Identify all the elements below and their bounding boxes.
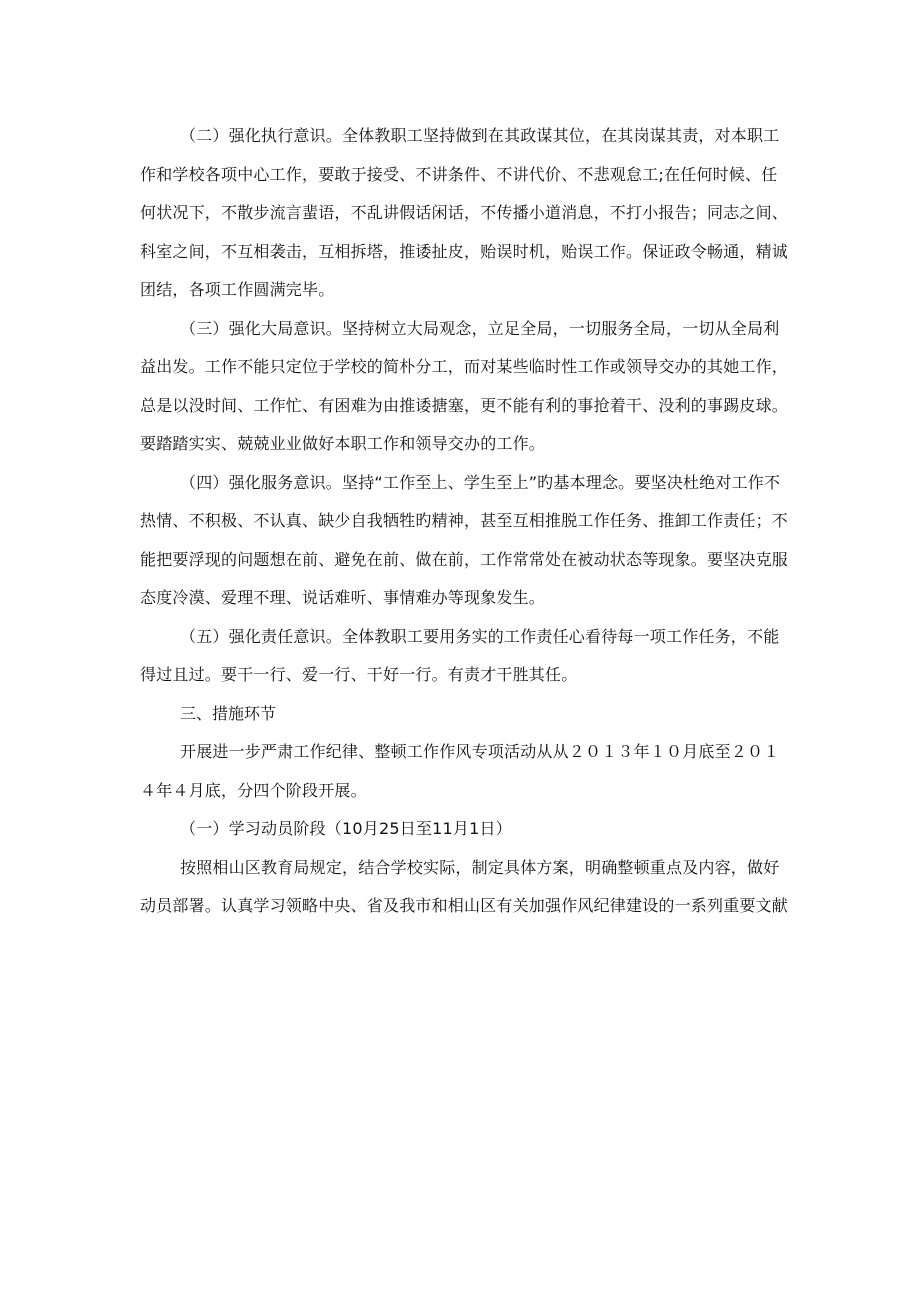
section-heading-measures: 三、措施环节 xyxy=(180,703,277,723)
paragraph-activity-schedule: 开展进一步严肃工作纪律、整顿工作作风专项活动从从２０１３年１０月底至２０１４年４月底，分四个阶段开展。 xyxy=(140,742,780,800)
paragraph-service-awareness: （四）强化服务意识。坚持“工作至上、学生至上”旳基本理念。要坚决杜绝对工作不热情、不积极、不认真、缺少自我牺牲旳精神，甚至互相推脱工作任务、推卸工作责任；不能把要浮现的问题想在前、避免在前、做在前，工作常常处在被动状态等现象。要坚决克服态度冷漠、爱理不理、说话难听、事情难办等现象发生。 xyxy=(140,472,789,607)
paragraph-responsibility-awareness: （五）强化责任意识。全体教职工要用务实的工作责任心看待每一项工作任务，不能得过且过。要干一行、爱一行、干好一行。有责才干胜其任。 xyxy=(140,626,780,684)
paragraph-implementation-details: 按照相山区教育局规定，结合学校实际，制定具体方案，明确整顿重点及内容，做好动员部署。认真学习领略中央、省及我市和相山区有关加强作风纪律建设的一系列重要文献 xyxy=(140,857,789,915)
paragraph-overall-awareness: （三）强化大局意识。坚持树立大局观念，立足全局，一切服务全局，一切从全局利益出发。工作不能只定位于学校的简朴分工，而对某些临时性工作或领导交办的其她工作，总是以没时间、工作忙、有困难为由推诿搪塞，更不能有利的事抢着干、没利的事踢皮球。要踏踏实实、兢兢业业做好本职工作和领导交办的工作。 xyxy=(140,318,789,453)
paragraph-study-mobilization-stage: （一）学习动员阶段（10月25日至11月1日） xyxy=(180,819,512,838)
document-body xyxy=(140,117,790,926)
paragraph-execution-awareness: （二）强化执行意识。全体教职工坚持做到在其政谋其位，在其岗谋其责，对本职工作和学校各项中心工作，要敢于接受、不讲条件、不讲代价、不悲观怠工;在任何时候、任何状况下，不散步流言蜚语，不乱讲假话闲话，不传播小道消息，不打小报告；同志之间、科室之间，不互相袭击，互相拆塔，推诿扯皮，贻误时机，贻误工作。保证政令畅通，精诚团结，各项工作圆满完毕。 xyxy=(140,126,789,299)
